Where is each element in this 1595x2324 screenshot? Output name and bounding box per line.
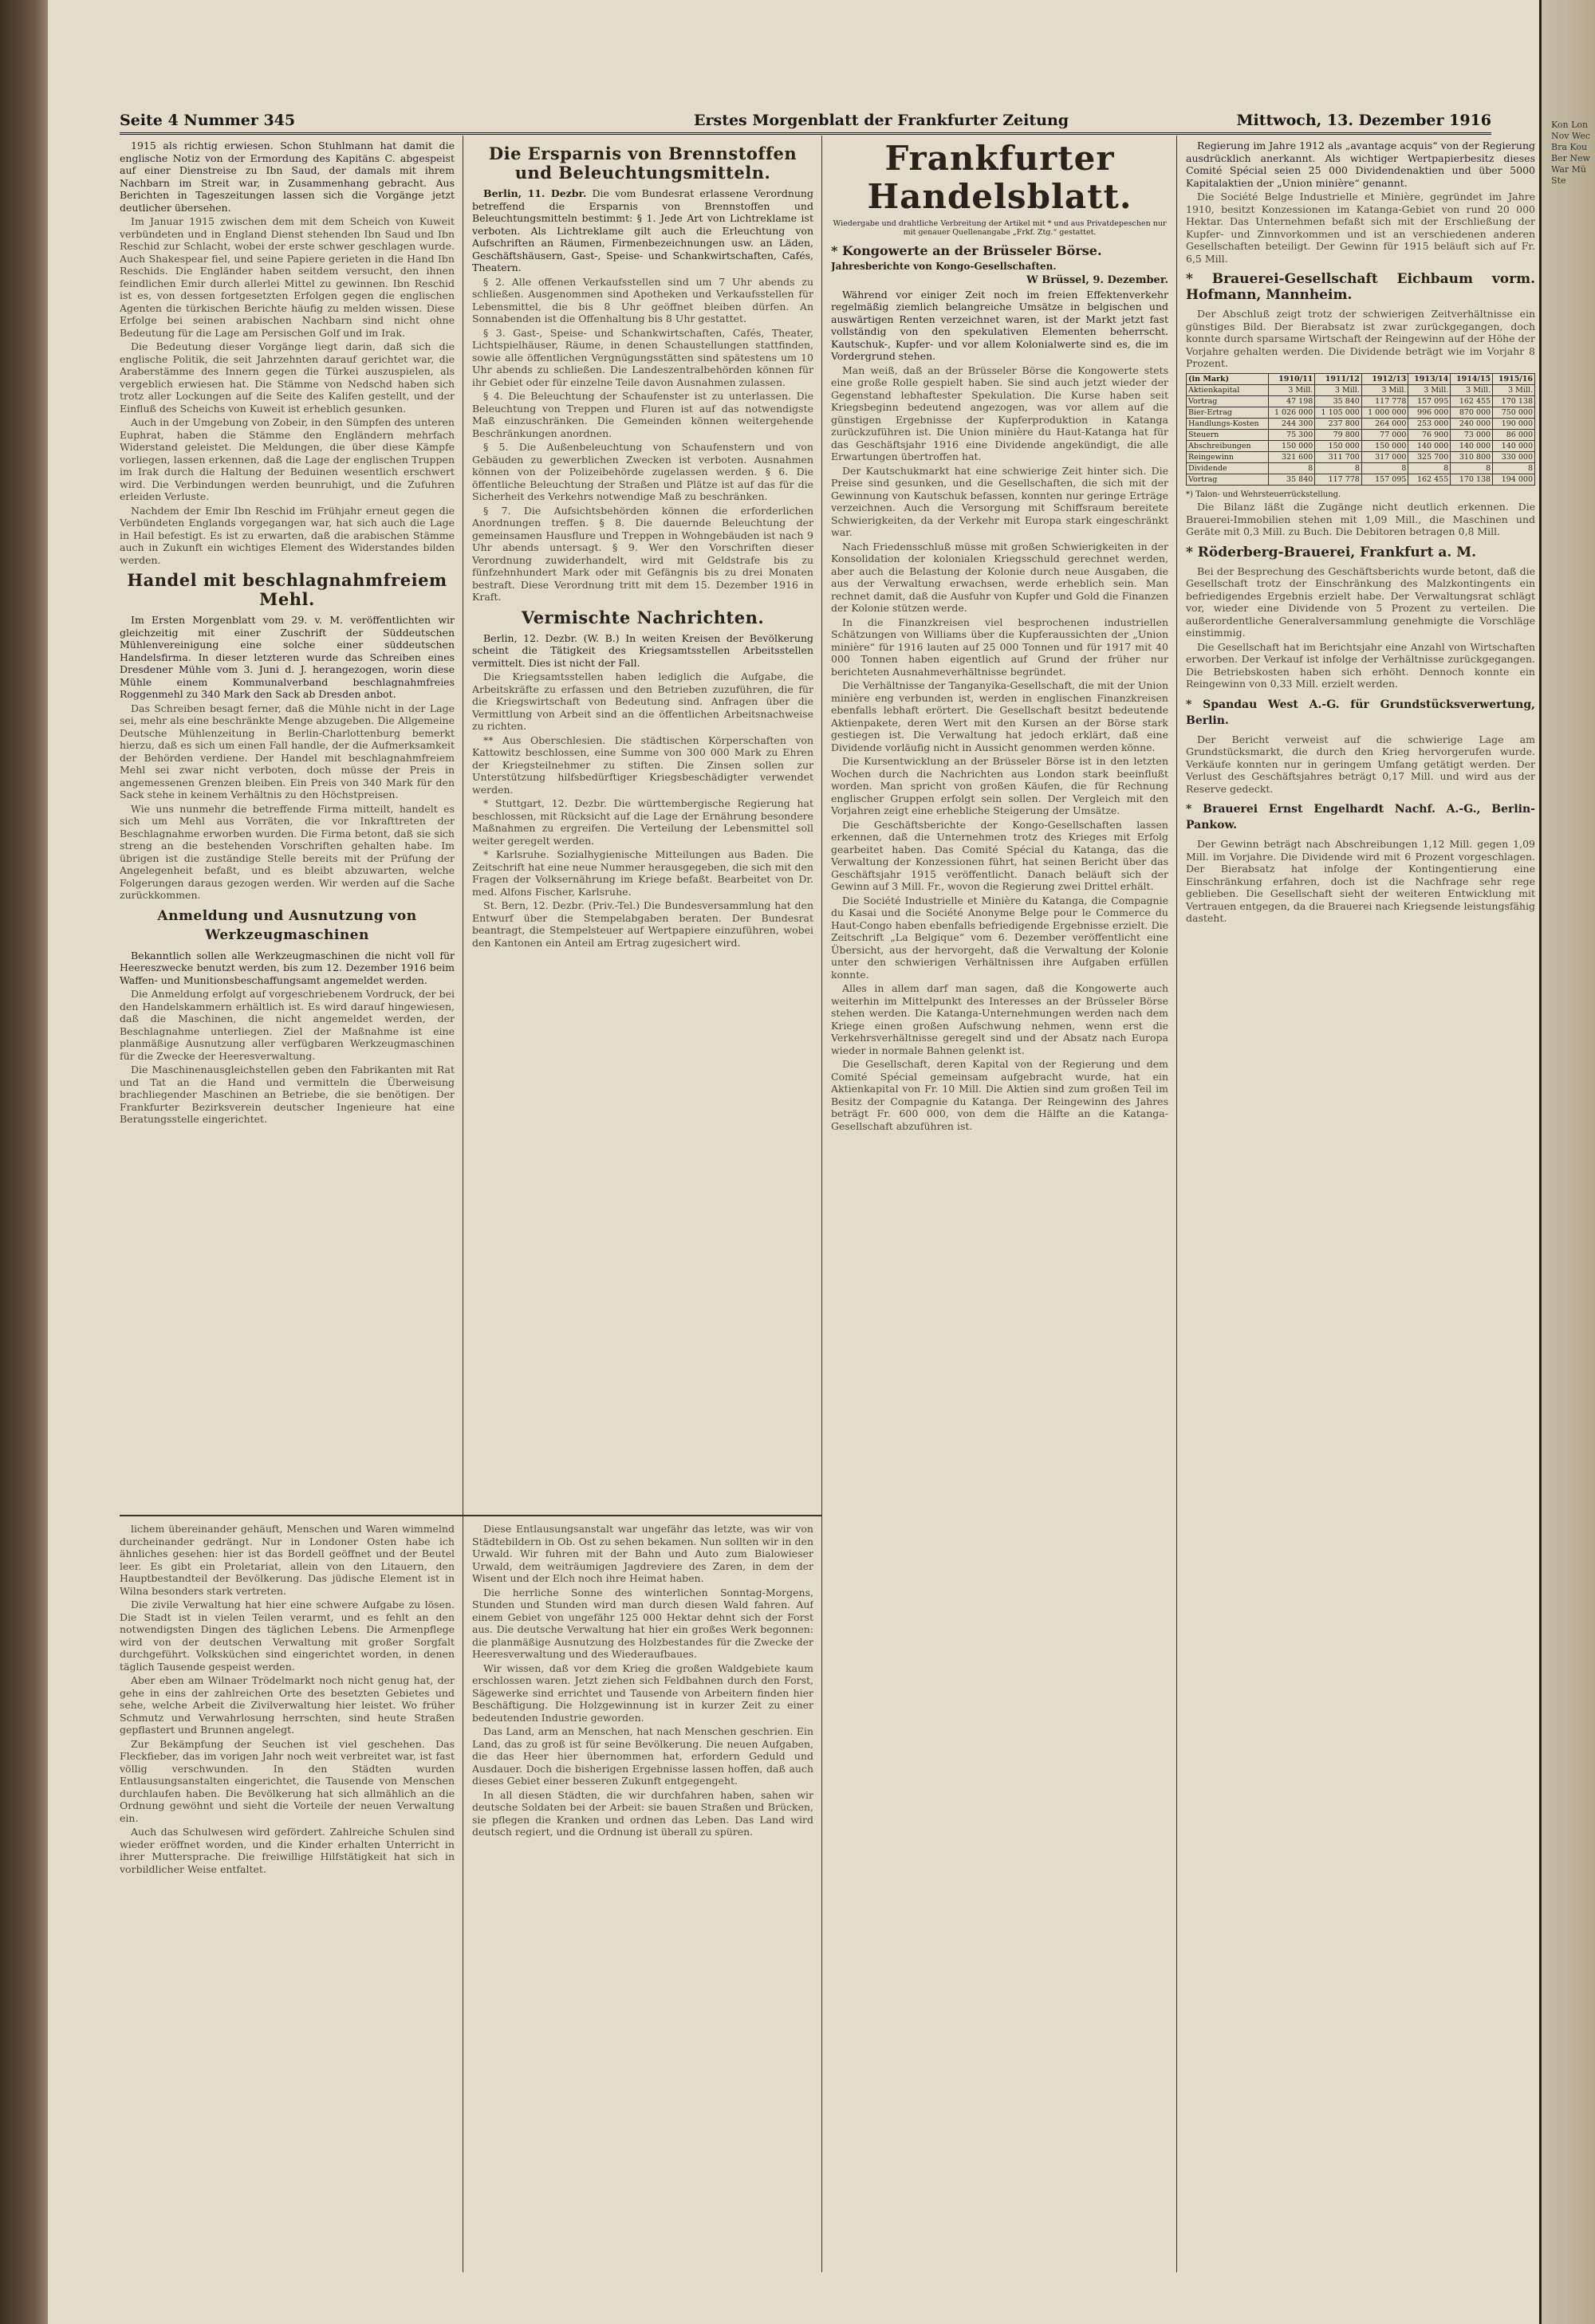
reprint-notice: Wiedergabe und drahtliche Verbreitung der Artikel mit * und aus Privatdepeschen nur mit genauer Quellenangabe „Frkf. Ztg.“ gestattet. (833, 219, 1167, 237)
row-label: Dividende (1187, 462, 1269, 474)
article-heading: * Spandau West A.-G. für Grundstücksverwertung, Berlin. (1186, 698, 1535, 727)
column-rule (1176, 136, 1177, 2272)
section-rule (120, 1515, 821, 1516)
table-cell: 162 455 (1408, 474, 1451, 485)
table-row (1187, 429, 1535, 440)
table-cell: 140 000 (1451, 440, 1493, 451)
table-cell: 8 (1408, 462, 1451, 474)
table-cell: 194 000 (1493, 474, 1535, 485)
table-cell: 3 Mill. (1361, 384, 1408, 395)
column-rule (821, 136, 822, 2272)
column-3: Frankfurter Handelsblatt. Wiedergabe und drahtliche Verbreitung der Artikel mit * und aus Privatdepeschen nur mit genauer Quellenangabe „Frkf. Ztg.“ gestattet. * Kongowerte an der Brüsseler Börse. Jahresberichte von Kongo-Gesellschaften. W Brüssel, 9. Dezember. Während vor einiger Zeit noch im freien Effektenverkehr regelmäßig ziemlich belangreiche Umsätze in belgischen und auswärtigen Renten verzeichnet waren, ist der Markt jetzt fast vollständig von den spekulativen Elementen beherrscht. Kautschuk-, Kupfer- und vor allem Kolonialwerte sind es, die im Vordergrund stehen. Man weiß, daß an der Brüsseler Börse die Kongowerte stets eine große Rolle gespielt haben. Sie sind auch jetzt wieder der Gegenstand lebhaftester Spekulation. Die Kurse haben seit Kriegsbeginn bedeutend angezogen, was vor allem auf die günstigen Ergebnisse der Kupferproduktion in Katanga zurückzuführen ist. Die Union minière du Haut-Katanga hat für das Geschäftsjahr 1916 eine Dividende angekündigt, die alle Erwartungen übertroffen hat. Der Kautschukmarkt hat eine schwierige Zeit hinter sich. Die Preise sind gesunken, und die Gesellschaften, die sich mit der Gewinnung von Kautschuk befassen, konnten nur geringe Erträge verzeichnen. Auch die Versorgung mit Schiffsraum bereitete Schwierigkeiten, da der Verkehr mit Europa stark eingeschränkt war. Nach Friedensschluß müsse mit großen Schwierigkeiten in der Konsolidation der kolonialen Kriegsschuld gerechnet werden, aber auch die Belastung der Kolonie durch neue Ausgaben, die aus der Verwaltung erwachsen, werde erheblich sein. Man rechnet damit, daß die Ausfuhr von Kupfer und Gold die Finanzen der Kolonie stützen werde. In die Finanzkreisen viel besprochenen industriellen Schätzungen von Williams über die Kupferaussichten der „Union minière“ für 1916 lauten auf 25 000 Tonnen und für 1917 mit 40 000 Tonnen haben eigentlich auf Grund der früher nur berichteten Ausnahmeverhältnisse begründet. Die Verhältnisse der Tanganyika-Gesellschaft, die mit der Union minière eng verbunden ist, werden in englischen Finanzkreisen ebenfalls lebhaft erörtert. Die Gesellschaft besitzt bedeutende Aktienpakete, deren Wert mit den Kursen an der Börse stark gestiegen ist. Die Verwaltung hat jedoch erklärt, daß eine Dividende vorläufig nicht in Aussicht genommen werden könne. Die Kursentwicklung an der Brüsseler Börse ist in den letzten Wochen durch die Nachrichten aus London stark beeinflußt worden. Man spricht von großen Käufen, die für Rechnung englischer Gruppen erfolgt sein sollen. Der Vergleich mit den Vorjahren zeigt eine erhebliche Steigerung der Umsätze. Die Geschäftsberichte der Kongo-Gesellschaften lassen erkennen, daß die Unternehmen trotz des Krieges mit Erfolg gearbeitet haben. Das Comité Spécial du Katanga, das die Verwaltung der Konzessionen führt, hat seinen Bericht über das Geschäftsjahr 1915 veröffentlicht. Danach beläuft sich der Gewinn auf 3 Mill. Fr., wovon die Regierung zwei Drittel erhält. Die Société Industrielle et Minière du Katanga, die Compagnie du Kasai und die Société Anonyme Belge pour le Commerce du Haut-Congo haben ebenfalls befriedigende Ergebnisse erzielt. Die Zeitschrift „La Belgique“ vom 6. Dezember veröffentlicht eine Übersicht, aus der hervorgeht, daß die Verwaltung der Kolonie unter den schwierigen Verhältnissen ihre Aufgaben erfüllen konnte. Alles in allem darf man sagen, daß die Kongowerte auch weiterhin im Mittelpunkt des Interesses an der Brüsseler Börse stehen werden. Die Katanga-Unternehmungen werden nach dem Kriege einen großen Aufschwung nehmen, wenn erst die Verkehrsverhältnisse geregelt sind und der Absatz nach Europa wieder in normale Bahnen gelenkt ist. Die Gesellschaft, deren Kapital von der Regierung und dem Comité Spécial gemeinsam aufgebracht wurde, hat ein Aktienkapital von Fr. 10 Mill. Die Aktien sind zum großen Teil im Besitz der Compagnie du Katanga. Der Reingewinn des Jahres beträgt Fr. 600 000, von dem die Hälfte an die Katanga-Gesellschaft abzuführen ist. (831, 140, 1168, 1132)
article-heading: * Brauerei Ernst Engelhardt Nachf. A.-G., Berlin-Pankow. (1186, 803, 1535, 832)
article-intro: 1915 als richtig erwiesen. Schon Stuhlmann hat damit die englische Notiz von der Ermordung des Kapitäns C. abgespeist auf einer Dienstreise zu Ibn Saud, der damals mit ihrem Nachbarn im Streit war, in Zusammenhang gebracht. Aus Berichten in Tageszeitungen lassen sich die Vorgänge jetzt deutlicher übersehen. (120, 140, 455, 214)
column-2-lower: Diese Entlausungsanstalt war ungefähr das letzte, was wir von Städtebildern in Ob. Ost zu sehen bekamen. Nun sollten wir in den Urwald. Wir fuhren mit der Bahn und Auto zum Bialowieser Urwald, dem weiträumigen Jagdreviere des Zaren, in dem der Wisent und der Elch noch ihre Heimat haben. Die herrliche Sonne des winterlichen Sonntag-Morgens, Stunden und Stunden wird man durch diesen Wald fahren. Auf einem Gebiet von ungefähr 125 000 Hektar dehnt sich der Forst aus. Die deutsche Verwaltung hat hier ein großes Werk begonnen: die planmäßige Ausnutzung des Holzbestandes für die Zwecke der Heeresverwaltung und des Wiederaufbaues. Wir wissen, daß vor dem Krieg die großen Waldgebiete kaum erschlossen waren. Jetzt ziehen sich Feldbahnen durch den Forst, Sägewerke sind errichtet und Tausende von Arbeitern finden hier Beschäftigung. Die Holzgewinnung ist in kurzer Zeit zu einer bedeutenden Industrie geworden. Das Land, arm an Menschen, hat nach Menschen geschrien. Ein Land, das zu groß ist für seine Bevölkerung. Die neuen Aufgaben, die das Heer hier übernommen hat, erfordern Geduld und Ausdauer. Doch die bisherigen Ergebnisse lassen hoffen, daß auch dieses Gebiet einer besseren Zukunft entgegengeht. In all diesen Städten, die wir durchfahren haben, sahen wir deutsche Soldaten bei der Arbeit: sie bauen Straßen und Brücken, sie pflegen die Kranken und ordnen das Leben. Das Land wird deutsch regiert, und die Ordnung ist überall zu spüren. (472, 1523, 813, 1838)
table-year: 1910/11 (1268, 373, 1315, 384)
article-heading: * Kongowerte an der Brüsseler Börse. (831, 243, 1102, 258)
page-number: Seite 4 Nummer 345 (120, 112, 296, 129)
table-cell: 8 (1268, 462, 1315, 474)
table-row (1187, 395, 1535, 407)
article-heading: Handel mit beschlagnahmfreiem Mehl. (127, 570, 447, 609)
table-cell: 170 138 (1451, 474, 1493, 485)
table-cell: 3 Mill. (1268, 384, 1315, 395)
table-cell: 1 105 000 (1315, 407, 1362, 418)
table-cell: 157 095 (1361, 474, 1408, 485)
table-cell: 264 000 (1361, 418, 1408, 429)
issue-date: Mittwoch, 13. Dezember 1916 (1236, 112, 1491, 129)
table-cell: 76 900 (1408, 429, 1451, 440)
table-cell: 150 000 (1361, 440, 1408, 451)
table-cell: 150 000 (1315, 440, 1362, 451)
table-cell: 140 000 (1493, 440, 1535, 451)
table-cell: 1 026 000 (1268, 407, 1315, 418)
article-text: Regierung im Jahre 1912 als „avantage acquis“ von der Regierung ausdrücklich anerkannt. Als wichtiger Wertpapierbesitz dieses Comité Spécial seien 25 000 Dividendenaktien und über 5000 Kapitalaktien der „Union minière“ genannt. (1186, 140, 1535, 189)
masthead: Erstes Morgenblatt der Frankfurter Zeitung (694, 112, 1069, 129)
table-cell: 73 000 (1451, 429, 1493, 440)
dateline: W Brüssel, 9. Dezember. (1026, 274, 1168, 286)
row-label: Vortrag (1187, 474, 1269, 485)
table-cell: 35 840 (1315, 395, 1362, 407)
table-cell: 3 Mill. (1451, 384, 1493, 395)
table-cell: 77 000 (1361, 429, 1408, 440)
table-row (1187, 462, 1535, 474)
table-cell: 330 000 (1493, 451, 1535, 462)
table-cell: 253 000 (1408, 418, 1451, 429)
row-label: Bier-Ertrag (1187, 407, 1269, 418)
row-label: Reingewinn (1187, 451, 1269, 462)
table-cell: 8 (1493, 462, 1535, 474)
table-cell: 325 700 (1408, 451, 1451, 462)
table-header-row (1187, 373, 1535, 384)
financial-table (1186, 373, 1535, 486)
table-cell: 190 000 (1493, 418, 1535, 429)
table-year: 1915/16 (1493, 373, 1535, 384)
article-text: Im Januar 1915 zwischen dem mit dem Scheich von Kuweit verbündeten und in England Dienst stehenden Ibn Saud und Ibn Reschid zur Schlacht, wobei der erste schwer geschlagen wurde. Auch Shakespear fiel, und seine Papiere gerieten in die Hand Ibn Reschids. Die Engländer haben seitdem versucht, den ihnen feindlichen Emir durch allerlei Mittel zu gewinnen. Ibn Reschid ist es, von dessen fortgesetzten Erfolgen gegen die englischen Agenten die türkischen Berichte häufig zu melden wissen. Diese Erfolge bei seinen arabischen Nachbarn sind nicht ohne Bedeutung für die Lage am Persischen Golf und im Irak. (120, 215, 455, 339)
table-cell: 162 455 (1451, 395, 1493, 407)
table-cell: 311 700 (1315, 451, 1362, 462)
table-cell: 321 600 (1268, 451, 1315, 462)
table-cell: 157 095 (1408, 395, 1451, 407)
article-subtitle: Jahresberichte von Kongo-Gesellschaften. (831, 261, 1057, 272)
next-page-edge (1539, 0, 1595, 2324)
article-text: Berlin, 11. Dezbr. Die vom Bundesrat erlassene Verordnung betreffend die Ersparnis von Brennstoffen und Beleuchtungsmitteln bestimmt: § 1. Jede Art von Lichtreklame ist verboten. Als Lichtreklame gilt auch die Erleuchtung von Aufschriften an Räumen, Firmenbezeichnungen usw. an Läden, Geschäftshäusern, Gast-, Speise- und Schankwirtschaften, Cafés, Theatern. (472, 187, 813, 273)
column-1: 1915 als richtig erwiesen. Schon Stuhlmann hat damit die englische Notiz von der Ermordung des Kapitäns C. abgespeist auf einer Dienstreise zu Ibn Saud, der damals mit ihrem Nachbarn im Streit war, in Zusammenhang gebracht. Aus Berichten in Tageszeitungen lassen sich die Vorgänge jetzt deutlicher übersehen. Im Januar 1915 zwischen dem mit dem Scheich von Kuweit verbündeten und in England Dienst stehenden Ibn Saud und Ibn Reschid zur Schlacht, wobei der erste schwer geschlagen wurde. Auch Shakespear fiel, und seine Papiere gerieten in die Hand Ibn Reschids. Die Engländer haben seitdem versucht, den ihnen feindlichen Emir durch allerlei Mittel zu gewinnen. Ibn Reschid ist es, von dessen fortgesetzten Erfolgen gegen die englischen Agenten die türkischen Berichte häufig zu melden wissen. Diese Erfolge bei seinen arabischen Nachbarn sind nicht ohne Bedeutung für die Lage am Persischen Golf und im Irak. Die Bedeutung dieser Vorgänge liegt darin, daß sich die englische Politik, die seit Jahrzehnten darauf gerichtet war, die Araberstämme des Innern gegen die Türkei auszuspielen, als vergeblich erwiesen hat. Die Stämme von Nedschd haben sich trotz aller Lockungen auf die Seite des Kalifen gestellt, und der Einfluß des Scheichs von Kuweit ist erheblich gesunken. Auch in der Umgebung von Zobeir, in den Sümpfen des unteren Euphrat, haben die Stämme den Engländern mehrfach Widerstand geleistet. Die Meldungen, die über diese Kämpfe vorliegen, lassen erkennen, daß die Lage der englischen Truppen im Irak durch die Haltung der Beduinen wesentlich erschwert wird. Die Verbindungen werden beunruhigt, und die Zufuhren erleiden Verluste. Nachdem der Emir Ibn Reschid im Frühjahr erneut gegen die Verbündeten Englands vorgegangen war, hat sich auch die Lage in Hail befestigt. Es ist zu erwarten, daß die arabischen Stämme auch in Zukunft ein wichtiges Element des Widerstandes bilden werden. Handel mit beschlagnahmfreiem Mehl. Im Ersten Morgenblatt vom 29. v. M. veröffentlichten wir gleichzeitig mit einer Zuschrift der Süddeutschen Mühlenvereinigung eine solche einer süddeutschen Handelsfirma. In dieser letzteren wurde das Schreiben eines Dresdener Mühle vom 3. Juni d. J. herangezogen, worin diese Mühle einem Kommunalverband beschlagnahmfreies Roggenmehl zu 340 Mark den Sack ab Dresden anbot. Das Schreiben besagt ferner, daß die Mühle nicht in der Lage sei, mehr als eine beschränkte Menge abzugeben. Die Allgemeine Deutsche Mühlenzeitung in Berlin-Charlottenburg bemerkt hierzu, daß es sich um einen Fall handle, der die Aufmerksamkeit der Behörden verdiene. Der Handel mit beschlagnahmfreiem Mehl sei zwar nicht verboten, doch müsse der Preis in angemessenen Grenzen bleiben. Ein Preis von 340 Mark für den Sack stehe in keinem Verhältnis zu den Höchstpreisen. Wie uns nunmehr die betreffende Firma mitteilt, handelt es sich um Mehl aus Vorräten, die vor Inkrafttreten der Beschlagnahme erworben wurden. Die Firma betont, daß sie sich streng an die bestehenden Vorschriften gehalten habe. Im übrigen ist die zuständige Stelle bereits mit der Prüfung der Angelegenheit befaßt, und es bleibt abzuwarten, welche Folgerungen daraus gezogen werden. Wir werden auf die Sache zurückkommen. Anmeldung und Ausnutzung von Werkzeugmaschinen Bekanntlich sollen alle Werkzeugmaschinen die nicht voll für Heereszwecke benutzt werden, bis zum 12. Dezember 1916 beim Waffen- und Munitionsbeschaffungsamt angemeldet werden. Die Anmeldung erfolgt auf vorgeschriebenem Vordruck, der bei den Handelskammern erhältlich ist. Es wird darauf hingewiesen, daß die Maschinen, die nicht angemeldet werden, der Beschlagnahme unterliegen. Ziel der Maßnahme ist eine planmäßige Ausnutzung aller verfügbaren Werkzeugmaschinen für die Zwecke der Heeresverwaltung. Die Maschinenausgleichstellen geben den Fabrikanten mit Rat und Tat an die Hand und vermitteln die Überweisung brachliegender Maschinen an Betriebe, die sie benötigen. Der Frankfurter Bezirksverein deutscher Ingenieure hat eine Beratungsstelle eingerichtet. (120, 140, 455, 1125)
table-row (1187, 384, 1535, 395)
table-cell: 170 138 (1493, 395, 1535, 407)
table-cell: 47 198 (1268, 395, 1315, 407)
table-cell: 317 000 (1361, 451, 1408, 462)
table-unit: (in Mark) (1187, 373, 1269, 384)
table-cell: 8 (1361, 462, 1408, 474)
table-year: 1913/14 (1408, 373, 1451, 384)
article-heading: * Brauerei-Gesellschaft Eichbaum vorm. Hofmann, Mannheim. (1186, 271, 1535, 303)
table-cell: 86 000 (1493, 429, 1535, 440)
article-text: Berlin, 12. Dezbr. (W. B.) In weiten Kreisen der Bevölkerung scheint die Tätigkeit des Kriegsamtsstellen Arbeitsstellen vermittelt. Dies ist nicht der Fall. (472, 631, 813, 669)
table-year: 1912/13 (1361, 373, 1408, 384)
table-row (1187, 451, 1535, 462)
dateline: Berlin, 11. Dezbr. (483, 187, 587, 199)
table-cell: 150 000 (1268, 440, 1315, 451)
table-cell: 1 000 000 (1361, 407, 1408, 418)
article-heading: Anmeldung und Ausnutzung von Werkzeugmaschinen (157, 907, 417, 943)
table-cell: 117 778 (1315, 474, 1362, 485)
article-text: Im Ersten Morgenblatt vom 29. v. M. veröffentlichten wir gleichzeitig mit einer Zuschrift der Süddeutschen Mühlenvereinigung eine solche einer süddeutschen Handelsfirma. In dieser letzteren wurde das Schreiben eines Dresdener Mühle vom 3. Juni d. J. herangezogen, worin diese Mühle einem Kommunalverband beschlagnahmfreies Roggenmehl zu 340 Mark den Sack ab Dresden anbot. (120, 614, 455, 700)
next-page-fragments: Kon Lon Nov Wec Bra Kou Ber New War Mü Ste (1551, 120, 1591, 186)
row-label: Handlungs-Kosten (1187, 418, 1269, 429)
column-4: Regierung im Jahre 1912 als „avantage acquis“ von der Regierung ausdrücklich anerkannt. Als wichtiger Wertpapierbesitz dieses Comité Spécial seien 25 000 Dividendenaktien und über 5000 Kapitalaktien der „Union minière“ genannt. Die Société Belge Industrielle et Minière, gegründet im Jahre 1910, besitzt Konzessionen im Katanga-Gebiet von rund 20 000 Hektar. Das Unternehmen befaßt sich mit der Erschließung der Kupfer- und Zinnvorkommen und ist an verschiedenen anderen Gesellschaften beteiligt. Der Gewinn für 1915 beläuft sich auf Fr. 6,5 Mill. * Brauerei-Gesellschaft Eichbaum vorm. Hofmann, Mannheim. Der Abschluß zeigt trotz der schwierigen Zeitverhältnisse ein günstiges Bild. Der Bierabsatz ist zwar zurückgegangen, doch konnte durch sparsame Wirtschaft der Reingewinn auf der Höhe der Vorjahre gehalten werden. Die Dividende beträgt wie im Vorjahr 8 Prozent. (in Mark) 1910/11 1911/12 1912/13 1913/14 1914/15 1915/16 Aktienkapital 3 Mill. 3 Mill. 3 Mill. 3 Mill. 3 Mill. 3 Mill. Vortrag 47 198 35 840 117 778 157 095 162 455 170 138 Bier-Ertrag 1 026 000 1 105 000 1 000 000 996 000 870 000 750 000 Handlungs-Kosten 244 300 237 800 264 000 253 000 240 000 190 000 Steuern 75 300 79 800 77 000 76 900 73 000 86 000 Abschreibungen 150 000 150 000 150 000 140 000 140 000 140 000 Reingewinn 321 600 311 700 317 000 325 700 310 800 330 000 Dividende 8 8 8 8 8 8 Vortrag 35 840 117 778 157 095 162 455 170 138 194 000 *) Talon- und Wehrsteuerrückstellung. Die Bilanz läßt die Zugänge nicht deutlich erkennen. Die Brauerei-Immobilien stehen mit 1,09 Mill., die Maschinen und Geräte mit 0,3 Mill. zu Buch. Die Debitoren betragen 0,8 Mill. * Röderberg-Brauerei, Frankfurt a. M. Bei der Besprechung des Geschäftsberichts wurde betont, daß die Gesellschaft trotz der Einschränkung des Malzkontingents ein befriedigendes Ergebnis erzielt habe. Der Verwaltungsrat schlägt vor, wieder eine Dividende von 5 Prozent zu verteilen. Die außerordentliche Generalversammlung genehmigte die Vorschläge einstimmig. Die Gesellschaft hat im Berichtsjahr eine Anzahl von Wirtschaften erworben. Der Verkauf ist infolge der Verhältnisse zurückgegangen. Die Betriebskosten haben sich erhöht. Dennoch konnte ein Reingewinn von 0,33 Mill. erzielt werden. * Spandau West A.-G. für Grundstücksverwertung, Berlin. Der Bericht verweist auf die schwierige Lage am Grundstücksmarkt, die durch den Krieg hervorgerufen wurde. Verkäufe konnten nur in geringem Umfang getätigt werden. Der Verlust des Geschäftsjahres beträgt 0,17 Mill. und wird aus der Reserve gedeckt. * Brauerei Ernst Engelhardt Nachf. A.-G., Berlin-Pankow. Der Gewinn beträgt nach Abschreibungen 1,12 Mill. gegen 1,09 Mill. im Vorjahre. Die Dividende wird mit 6 Prozent vorgeschlagen. Der Bierabsatz hat infolge der Kontingentierung eine Einschränkung erfahren, doch ist die Nachfrage sehr rege geblieben. Die Gesellschaft sieht der weiteren Entwicklung mit Vertrauen entgegen, da die Brauerei nach Kriegsende leistungsfähig dasteht. (1186, 140, 1535, 924)
table-cell: 3 Mill. (1315, 384, 1362, 395)
page-header (120, 112, 1491, 135)
table-cell: 79 800 (1315, 429, 1362, 440)
column-1-lower: lichem übereinander gehäuft, Menschen und Waren wimmelnd durcheinander gedrängt. Nur in Londoner Osten habe ich ähnliches gesehen: hier ist das Bordell geöffnet und der Beutel leer. Es gibt ein Proletariat, allein von den Litauern, den Hauptbestandteil der Bevölkerung. Das jüdische Element ist in Wilna besonders stark vertreten. Die zivile Verwaltung hat hier eine schwere Aufgabe zu lösen. Die Stadt ist in vielen Teilen verarmt, und es fehlt an den notwendigsten Dingen des täglichen Lebens. Die Armenpflege wird von der deutschen Verwaltung mit großer Sorgfalt durchgeführt. Volksküchen sind eingerichtet worden, in denen täglich Tausende gespeist werden. Aber eben am Wilnaer Trödelmarkt noch nicht genug hat, der gehe in eins der zahlreichen Orte des besetzten Gebietes und sehe, welche Arbeit die Zivilverwaltung hier leistet. Wo früher Schmutz und Verwahrlosung herrschten, sind heute Straßen gepflastert und Brunnen angelegt. Zur Bekämpfung der Seuchen ist viel geschehen. Das Fleckfieber, das im vorigen Jahr noch weit verbreitet war, ist fast völlig verschwunden. In den Städten wurden Entlausungsanstalten eingerichtet, die Tausende von Menschen durchlaufen haben. Die Bevölkerung hat sich allmählich an die Ordnung gewöhnt und sieht die Vorteile der neuen Verwaltung ein. Auch das Schulwesen wird gefördert. Zahlreiche Schulen sind wieder eröffnet worden, und die Kinder erhalten Unterricht in ihrer Muttersprache. Die freiwillige Hilfstätigkeit hat sich in vorbildlicher Weise entfaltet. (120, 1523, 455, 1875)
column-2: Die Ersparnis von Brennstoffen und Beleuchtungsmitteln. Berlin, 11. Dezbr. Die vom Bundesrat erlassene Verordnung betreffend die Ersparnis von Brennstoffen und Beleuchtungsmitteln bestimmt: § 1. Jede Art von Lichtreklame ist verboten. Als Lichtreklame gilt auch die Erleuchtung von Aufschriften an Räumen, Firmenbezeichnungen usw. an Läden, Geschäftshäusern, Gast-, Speise- und Schankwirtschaften, Cafés, Theatern. § 2. Alle offenen Verkaufsstellen sind um 7 Uhr abends zu schließen. Ausgenommen sind Apotheken und Verkaufsstellen für Lebensmittel, die bis 8 Uhr geöffnet bleiben dürfen. An Sonnabenden ist die Offenhaltung bis 8 Uhr gestattet. § 3. Gast-, Speise- und Schankwirtschaften, Cafés, Theater, Lichtspielhäuser, Räume, in denen Schaustellungen stattfinden, sowie alle öffentlichen Vergnügungsstätten sind spätestens um 10 Uhr abends zu schließen. Die Landeszentralbehörden können für ihr Gebiet oder für einzelne Teile davon Ausnahmen zulassen. § 4. Die Beleuchtung der Schaufenster ist zu unterlassen. Die Beleuchtung von Treppen und Fluren ist auf das notwendigste Maß einzuschränken. Die Gemeinden können weitergehende Beschränkungen anordnen. § 5. Die Außenbeleuchtung von Schaufenstern und von Gebäuden zu gewerblichen Zwecken ist verboten. Ausnahmen können von der Polizeibehörde zugelassen werden. § 6. Die öffentliche Beleuchtung der Straßen und Plätze ist auf das für die Sicherheit des Verkehrs notwendige Maß zu beschränken. § 7. Die Aufsichtsbehörden können die erforderlichen Anordnungen treffen. § 8. Die dauernde Beleuchtung der gemeinsamen Hausflure und Treppen in Wohngebäuden ist nach 9 Uhr abends untersagt. § 9. Wer den Vorschriften dieser Verordnung zuwiderhandelt, wird mit Geldstrafe bis zu fünfzehnhundert Mark oder mit Gefängnis bis zu drei Monaten bestraft. Diese Verordnung tritt mit dem 15. Dezember 1916 in Kraft. Vermischte Nachrichten. Berlin, 12. Dezbr. (W. B.) In weiten Kreisen der Bevölkerung scheint die Tätigkeit des Kriegsamtsstellen Arbeitsstellen vermittelt. Dies ist nicht der Fall. Die Kriegsamtsstellen haben lediglich die Aufgabe, die Arbeitskräfte zu erfassen und den Betrieben zuzuführen, die für die Kriegswirtschaft von Bedeutung sind. Anfragen über die Vermittlung von Arbeit sind an die öffentlichen Arbeitsnachweise zu richten. ** Aus Oberschlesien. Die städtischen Körperschaften von Kattowitz beschlossen, eine Summe von 300 000 Mark zu Ehren der Kriegsteilnehmer zu stiften. Die Zinsen sollen zur Unterstützung hilfsbedürftiger Kriegsbeschädigter verwendet werden. * Stuttgart, 12. Dezbr. Die württembergische Regierung hat beschlossen, mit Rücksicht auf die Lage der Ernährung besondere Maßnahmen zu ergreifen. Die Verteilung der Lebensmittel soll weiter geregelt werden. * Karlsruhe. Sozialhygienische Mitteilungen aus Baden. Die Zeitschrift hat eine neue Nummer herausgegeben, die sich mit den Fragen der Volksernährung im Kriege befaßt. Bearbeitet von Dr. med. Alfons Fischer, Karlsruhe. St. Bern, 12. Dezbr. (Priv.-Tel.) Die Bundesversammlung hat den Entwurf über die Stempelabgaben beraten. Der Bundesrat beantragt, die Stempelsteuer auf Wertpapiere einzuführen, wobei den Kantonen ein Anteil am Ertrag zugesichert wird. (472, 144, 813, 949)
table-year: 1914/15 (1451, 373, 1493, 384)
table-cell: 140 000 (1408, 440, 1451, 451)
table-row (1187, 418, 1535, 429)
table-year: 1911/12 (1315, 373, 1362, 384)
table-cell: 240 000 (1451, 418, 1493, 429)
table-cell: 3 Mill. (1408, 384, 1451, 395)
table-cell: 75 300 (1268, 429, 1315, 440)
table-cell: 996 000 (1408, 407, 1451, 418)
article-heading: Die Ersparnis von Brennstoffen und Beleuchtungsmitteln. (488, 144, 798, 183)
table-cell: 8 (1451, 462, 1493, 474)
row-label: Aktienkapital (1187, 384, 1269, 395)
article-heading: * Röderberg-Brauerei, Frankfurt a. M. (1186, 544, 1476, 560)
table-row (1187, 440, 1535, 451)
table-cell: 35 840 (1268, 474, 1315, 485)
table-cell: 870 000 (1451, 407, 1493, 418)
table-cell: 3 Mill. (1493, 384, 1535, 395)
article-heading: Vermischte Nachrichten. (521, 607, 765, 627)
table-cell: 310 800 (1451, 451, 1493, 462)
table-cell: 244 300 (1268, 418, 1315, 429)
section-title: Frankfurter Handelsblatt. (867, 140, 1132, 216)
row-label: Abschreibungen (1187, 440, 1269, 451)
binding-edge (0, 0, 49, 2324)
table-row (1187, 474, 1535, 485)
table-cell: 237 800 (1315, 418, 1362, 429)
article-text: Bekanntlich sollen alle Werkzeugmaschinen die nicht voll für Heereszwecke benutzt werden, bis zum 12. Dezember 1916 beim Waffen- und Munitionsbeschaffungsamt angemeldet werden. (120, 949, 455, 986)
row-label: Vortrag (1187, 395, 1269, 407)
row-label: Steuern (1187, 429, 1269, 440)
article-text: Während vor einiger Zeit noch im freien Effektenverkehr regelmäßig ziemlich belangreiche Umsätze in belgischen und auswärtigen Renten verzeichnet waren, ist der Markt jetzt fast vollständig von den spekulativen Elementen beherrscht. Kautschuk-, Kupfer- und vor allem Kolonialwerte sind es, die im Vordergrund stehen. (831, 288, 1168, 362)
table-row (1187, 407, 1535, 418)
table-cell: 8 (1315, 462, 1362, 474)
table-note: *) Talon- und Wehrsteuerrückstellung. (1186, 490, 1341, 499)
table-cell: 750 000 (1493, 407, 1535, 418)
table-cell: 117 778 (1361, 395, 1408, 407)
